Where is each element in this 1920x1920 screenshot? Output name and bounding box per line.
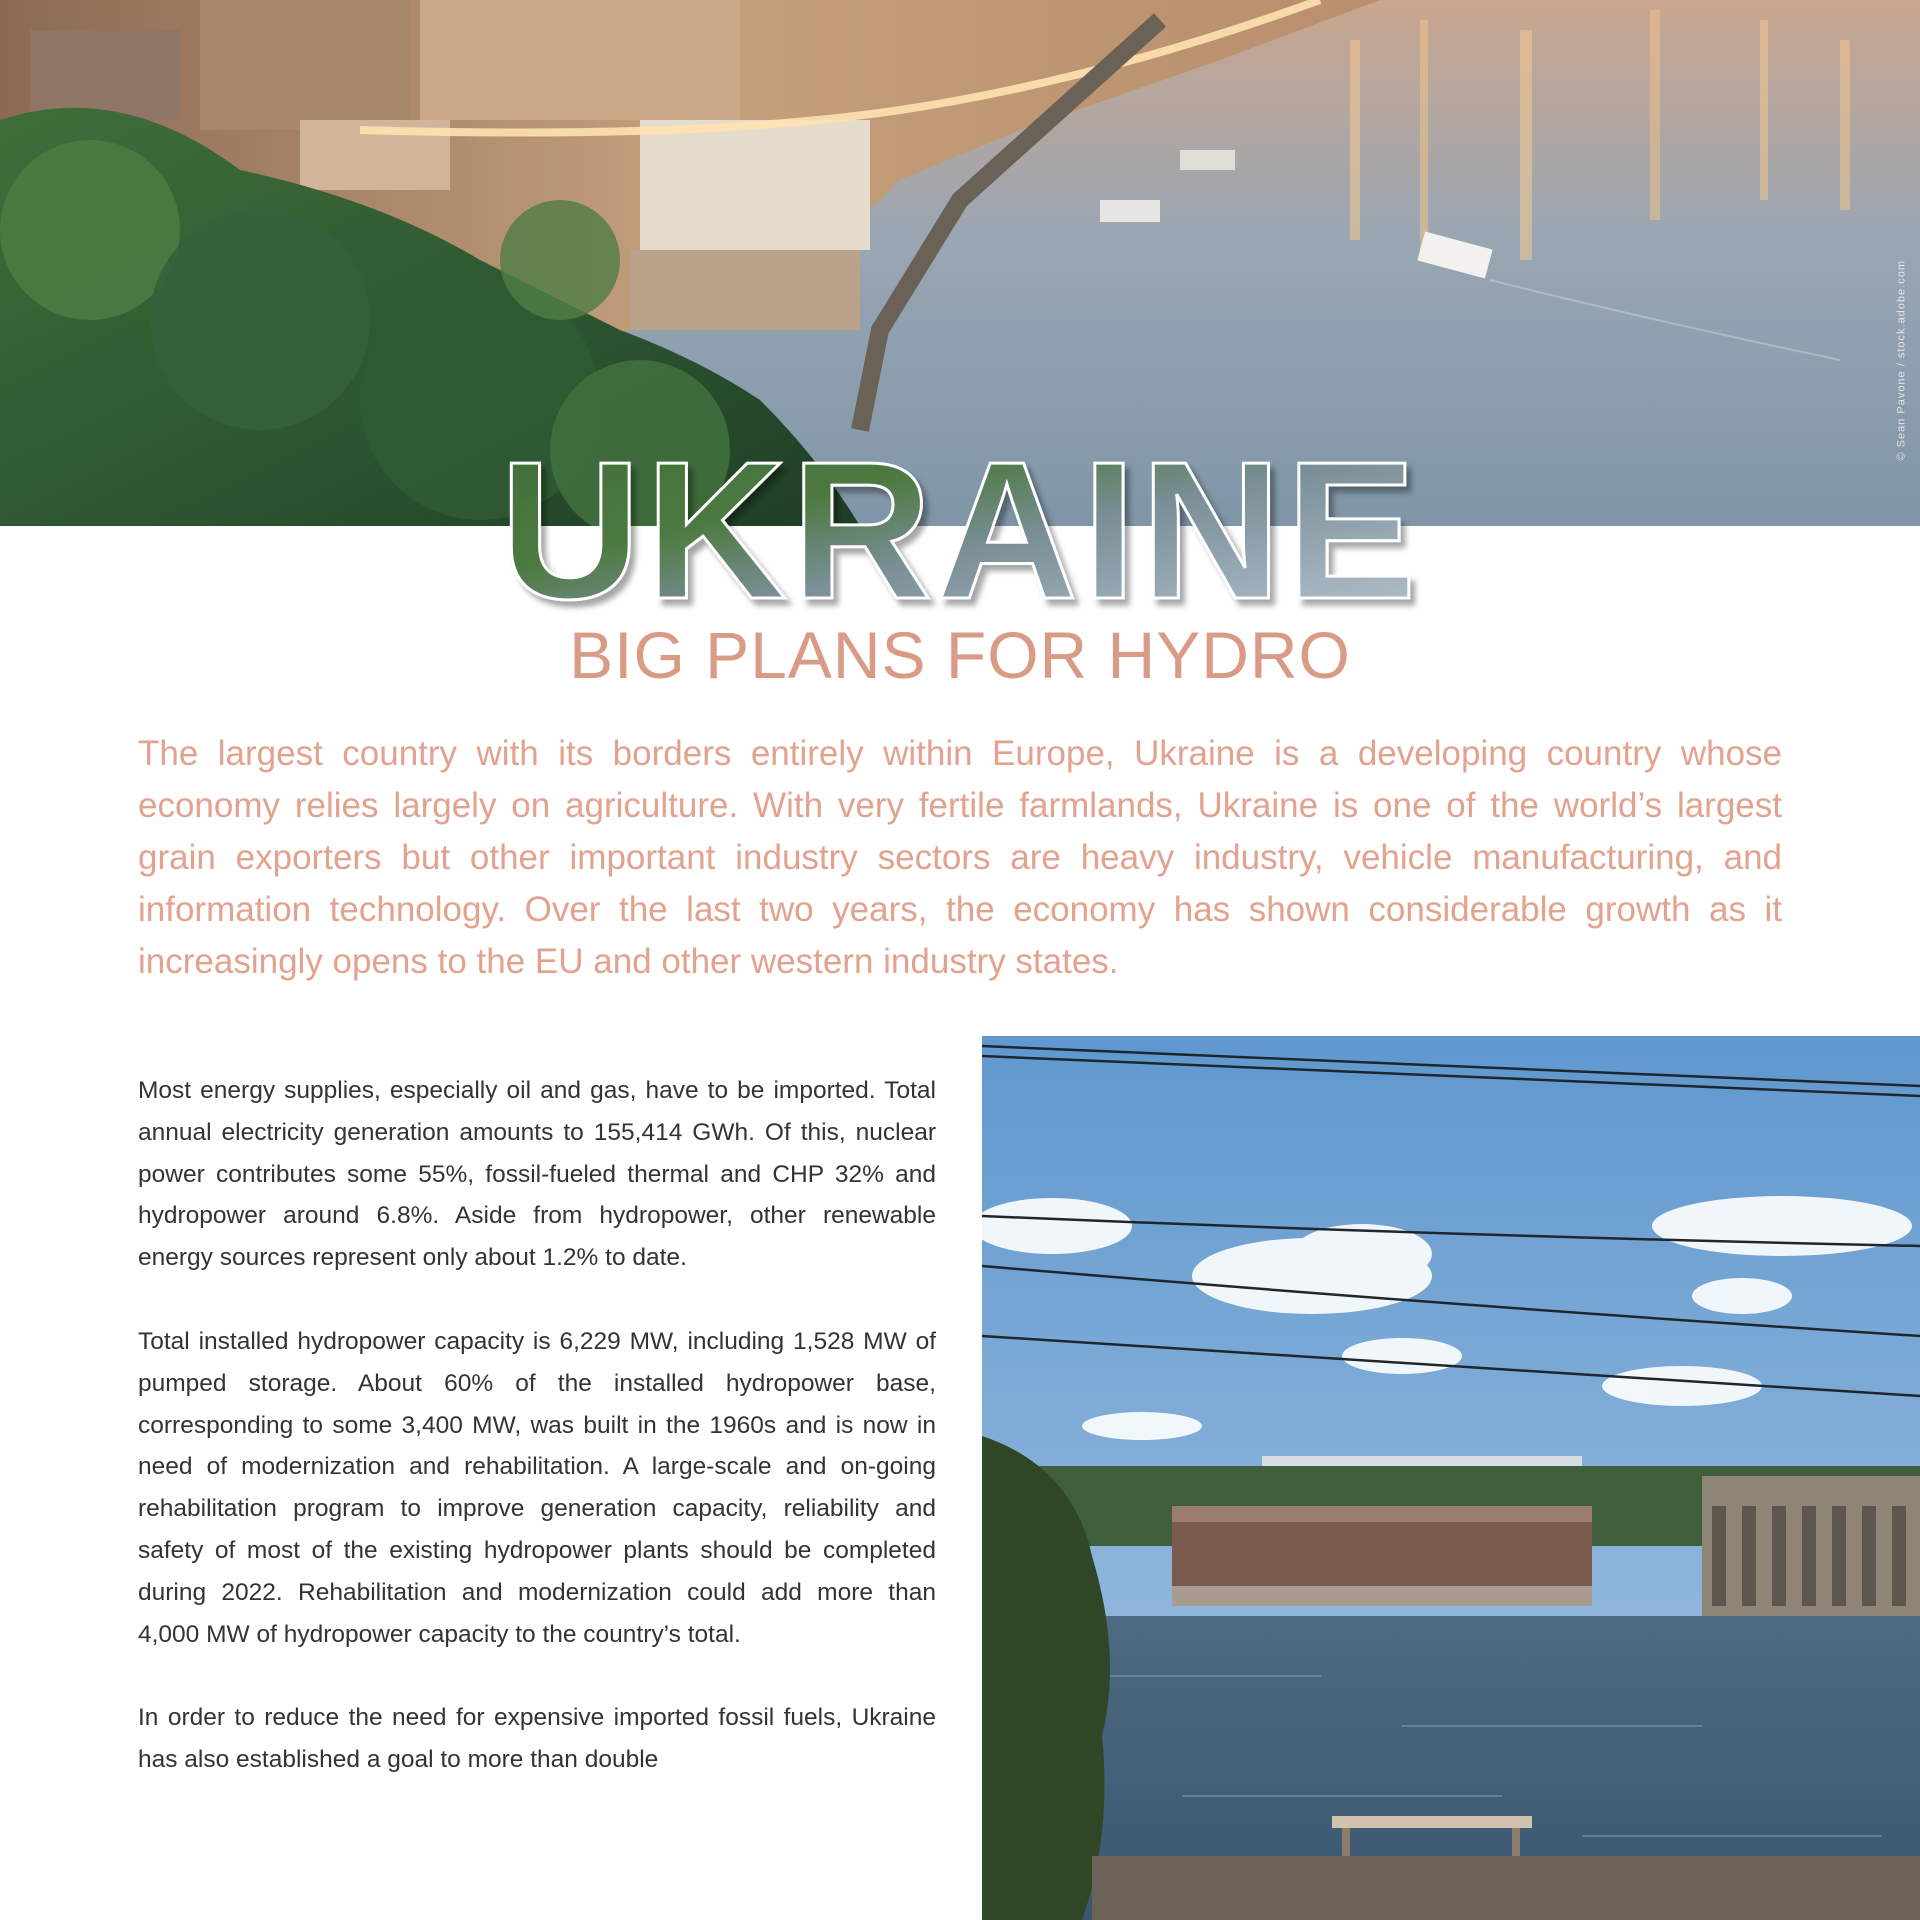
article-body — [138, 1070, 936, 1920]
body-paragraph: Most energy supplies, especially oil and gas, have to be imported. Total annual electricity generation amounts to 155,414 GWh. Of this, nuclear power contributes some 55%, fossil-fueled thermal and CHP 32% and hydropower around 6.8%. Aside from hydropower, other renewable energy sources represent only about 1.2% to date. — [138, 1077, 936, 1272]
body-paragraph: Total installed hydropower capacity is 6,229 MW, including 1,528 MW of pumped storage. About 60% of the installed hydropower base, corresponding to some 3,400 MW, was built in the 1960s and is now in need of modernization and rehabilitation. A large-scale and on-going rehabilitation program to improve generation capacity, reliability and safety of most of the existing hydropower plants should be completed during 2022. Rehabilitation and modernization could add more than 4,000 MW of hydropower capacity to the country’s total. — [138, 1327, 936, 1648]
page-subtitle: BIG PLANS FOR HYDRO — [569, 618, 1351, 692]
page-title — [0, 430, 1920, 620]
body-paragraph: In order to reduce the need for expensive imported fossil fuels, Ukraine has also established a goal to more than double — [138, 1704, 936, 1774]
lead-paragraph: The largest country with its borders entirely within Europe, Ukraine is a developing country whose economy relies largely on agriculture. With very fertile farmlands, Ukraine is one of the world’s largest grain exporters but other important industry sectors are heavy industry, vehicle manufacturing, and information technology. Over the last two years, the economy has shown considerable growth as it increasingly opens to the EU and other western industry states. — [138, 734, 1782, 981]
title-text: UKRAINE — [499, 430, 1421, 620]
photo-credit: © Sean Pavone / stock.adobe.com — [1896, 260, 1908, 461]
dam-photo — [982, 1036, 1920, 1920]
